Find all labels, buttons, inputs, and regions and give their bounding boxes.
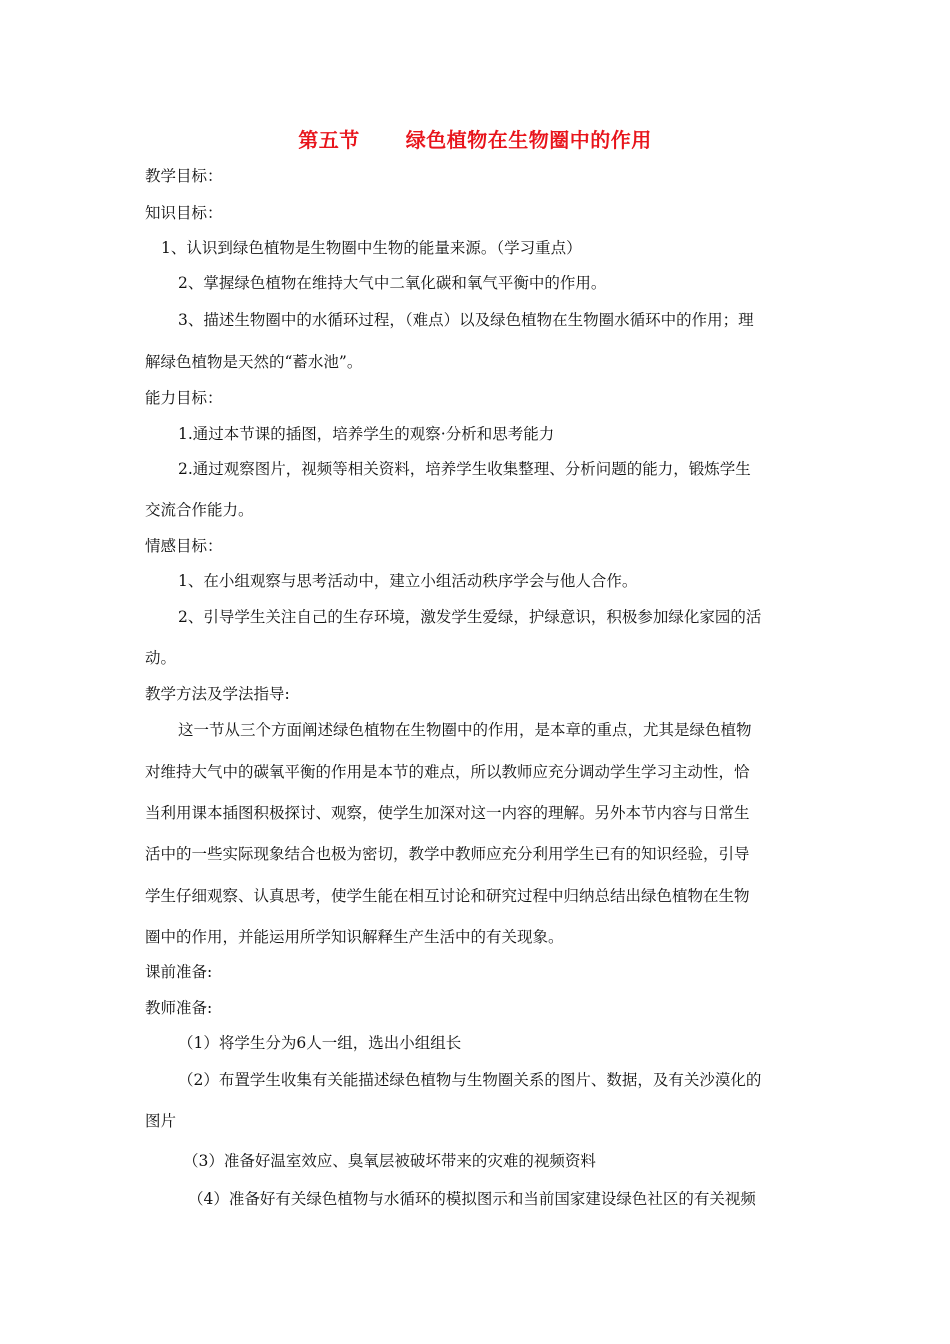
knowledge-item-2: 2、掌握绿色植物在维持大气中二氧化碳和氧气平衡中的作用。 (178, 274, 607, 292)
section-name: 绿色植物在生物圈中的作用 (405, 128, 652, 152)
preparation-item-3: （3）准备好温室效应、臭氧层被破坏带来的灾难的视频资料 (183, 1152, 596, 1170)
ability-item-2: 2.通过观察图片，视频等相关资料，培养学生收集整理、分析问题的能力，锻炼学生 (178, 460, 751, 478)
heading-ability-goals: 能力目标： (145, 389, 223, 407)
preparation-item-4: （4）准备好有关绿色植物与水循环的模拟图示和当前国家建设绿色社区的有关视频 (188, 1190, 756, 1208)
methods-paragraph-line-2: 对维持大气中的碳氧平衡的作用是本节的难点，所以教师应充分调动学生学习主动性，恰 (145, 763, 750, 781)
heading-teaching-methods: 教学方法及学法指导: (145, 685, 290, 703)
heading-teaching-goals: 教学目标： (145, 167, 223, 185)
ability-item-2-cont: 交流合作能力。 (145, 501, 254, 519)
heading-teacher-preparation: 教师准备: (145, 999, 213, 1017)
preparation-item-1: （1）将学生分为6人一组，选出小组组长 (178, 1034, 462, 1052)
ability-item-1: 1.通过本节课的插图，培养学生的观察·分析和思考能力 (178, 425, 555, 443)
knowledge-item-3-cont: 解绿色植物是天然的“蓄水池”。 (145, 353, 363, 371)
section-number: 第五节 (298, 128, 360, 152)
preparation-item-2: （2）布置学生收集有关能描述绿色植物与生物圈关系的图片、数据，及有关沙漠化的 (178, 1071, 762, 1089)
methods-paragraph-line-6: 圈中的作用，并能运用所学知识解释生产生活中的有关现象。 (145, 928, 564, 946)
emotion-item-1: 1、在小组观察与思考活动中，建立小组活动秩序学会与他人合作。 (178, 572, 638, 590)
heading-preparation: 课前准备: (145, 963, 213, 981)
emotion-item-2-cont: 动。 (145, 649, 177, 667)
knowledge-item-1: 1、认识到绿色植物是生物圈中生物的能量来源。（学习重点） (161, 239, 582, 257)
methods-paragraph-line-3: 当利用课本插图积极探讨、观察，使学生加深对这一内容的理解。另外本节内容与日常生 (145, 804, 750, 822)
emotion-item-2: 2、引导学生关注自己的生存环境，激发学生爱绿，护绿意识，积极参加绿化家园的活 (178, 608, 762, 626)
heading-knowledge-goals: 知识目标： (145, 204, 223, 222)
preparation-item-2-cont: 图片 (145, 1112, 177, 1130)
page-title (0, 124, 950, 153)
methods-paragraph-line-4: 活中的一些实际现象结合也极为密切，教学中教师应充分利用学生已有的知识经验，引导 (145, 845, 750, 863)
methods-paragraph-line-5: 学生仔细观察、认真思考，使学生能在相互讨论和研究过程中归纳总结出绿色植物在生物 (145, 887, 750, 905)
methods-paragraph-line-1: 这一节从三个方面阐述绿色植物在生物圈中的作用，是本章的重点，尤其是绿色植物 (178, 721, 752, 739)
knowledge-item-3: 3、描述生物圈中的水循环过程，（难点）以及绿色植物在生物圈水循环中的作用；理 (178, 311, 754, 329)
heading-emotion-goals: 情感目标： (145, 537, 223, 555)
